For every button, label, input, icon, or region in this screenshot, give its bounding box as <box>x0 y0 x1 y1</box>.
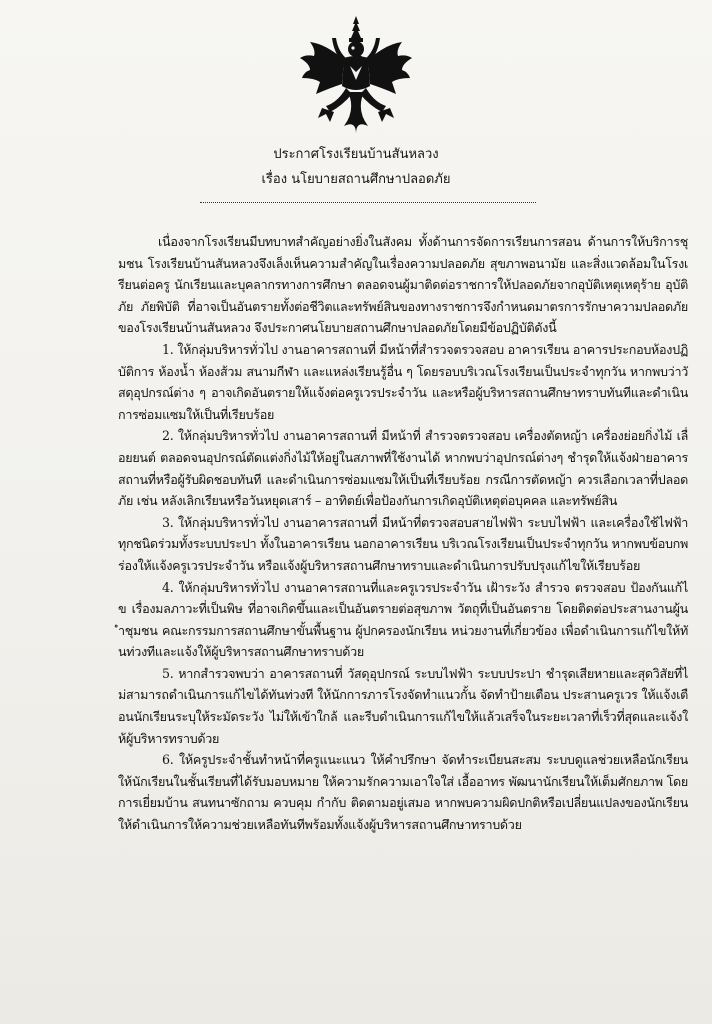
policy-item-2: 2. ให้กลุ่มบริหารทั่วไป งานอาคารสถานที่ มีหน้าที่ สำรวจตรวจสอบ เครื่องตัดหญ้า เครื่องย่อยกิ่งไม้ เลื่อยยนต์ ตลอดจนอุปกรณ์ตัดแต่งกิ่งไม้ให้อยู่ในสภาพที่ใช้งานได้ หากพบว่าอุปกรณ์ต่างๆ ชำรุดให้แจ้งฝ่ายอาคารสถานที่หรือผู้รับผิดชอบทันที และดำเนินการซ่อมแซมให้เป็นที่เรียบร้อย กรณีการตัดหญ้า ควรเลือกเวลาที่ปลอดภัย เช่น หลังเลิกเรียนหรือวันหยุดเสาร์ – อาทิตย์เพื่อป้องกันการเกิดอุบัติเหตุต่อบุคคล และทรัพย์สิน <box>118 428 688 509</box>
policy-item-6: 6. ให้ครูประจำชั้นทำหน้าที่ครูแนะแนว ให้คำปรึกษา จัดทำระเบียนสะสม ระบบดูแลช่วยเหลือนักเรียน ให้นักเรียนในชั้นเรียนที่ได้รับมอบหมาย ให้ความรักความเอาใจใส่ เอื้ออาทร พัฒนานักเรียนให้เต็มศักยภาพ โดยการเยี่ยมบ้าน สนทนาซักถาม ควบคุม กำกับ ติดตามอยู่เสมอ หากพบความผิดปกติหรือเปลี่ยนแปลงของนักเรียน ให้ดำเนินการให้ความช่วยเหลือทันทีพร้อมทั้งแจ้งผู้บริหารสถานศึกษาทราบด้วย <box>118 752 688 833</box>
policy-item-3: 3. ให้กลุ่มบริหารทั่วไป งานอาคารสถานที่ มีหน้าที่ตรวจสอบสายไฟฟ้า ระบบไฟฟ้า และเครื่องใช้ไฟฟ้าทุกชนิดร่วมทั้งระบบประปา ทั้งในอาคารเรียน นอกอาคารเรียน บริเวณโรงเรียนเป็นประจำทุกวัน หากพบข้อบกพร่องให้แจ้งครูเวรประจำวัน หรือแจ้งผู้บริหารสถานศึกษาทราบและดำเนินการปรับปรุงแก้ไขให้เรียบร้อย <box>118 514 688 573</box>
announcement-title: ประกาศโรงเรียนบ้านสันหลวง <box>273 147 439 162</box>
header-divider <box>200 202 536 203</box>
document-body <box>118 231 688 836</box>
garuda-emblem-icon <box>296 14 416 136</box>
document-header <box>0 142 712 192</box>
policy-item-1: 1. ให้กลุ่มบริหารทั่วไป งานอาคารสถานที่ มีหน้าที่สำรวจตรวจสอบ อาคารเรียน อาคารประกอบห้องปฏิบัติการ ห้องน้ำ ห้องส้วม สนามกีฬา และแหล่งเรียนรู้อื่น ๆ โดยรอบบริเวณโรงเรียนเป็นประจำทุกวัน หากพบว่าวัสดุอุปกรณ์ต่าง ๆ อาจเกิดอันตรายให้แจ้งต่อครูเวรประจำวัน และหรือผู้บริหารสถานศึกษาทราบทันทีและดำเนินการซ่อมแซมให้เป็นที่เรียบร้อย <box>118 341 688 422</box>
policy-item-5: 5. หากสำรวจพบว่า อาคารสถานที่ วัสดุอุปกรณ์ ระบบไฟฟ้า ระบบประปา ชำรุดเสียหายและสุดวิสัยที่ไม่สามารถดำเนินการแก้ไขได้ทันท่วงที ให้นักการภารโรงจัดทำแนวกั้น จัดทำป้ายเตือน ประสานครูเวร ให้แจ้งเตือนนักเรียนระบุให้ระมัดระวัง ไม่ให้เข้าใกล้ และรีบดำเนินการแก้ไขให้แล้วเสร็จในระยะเวลาที่เร็วที่สุดและแจ้งให้ผู้บริหารทราบด้วย <box>118 665 688 746</box>
policy-item-4: 4. ให้กลุ่มบริหารทั่วไป งานอาคารสถานที่และครูเวรประจำวัน เฝ้าระวัง สำรวจ ตรวจสอบ ป้องกันแก้ไข เรื่องมลภาวะที่เป็นพิษ ที่อาจเกิดขึ้นและเป็นอันตรายต่อสุขภาพ วัตถุที่เป็นอันตราย โดยติดต่อประสานงานผู้นำชุมชน คณะกรรมการสถานศึกษาขั้นพื้นฐาน ผู้ปกครองนักเรียน หน่วยงานที่เกี่ยวข้อง เพื่อดำเนินการแก้ไขให้ทันท่วงทีและแจ้งให้ผู้บริหารสถานศึกษาทราบด้วย <box>118 579 688 660</box>
intro-paragraph: เนื่องจากโรงเรียนมีบทบาทสำคัญอย่างยิ่งในสังคม ทั้งด้านการจัดการเรียนการสอน ด้านการให้บริการชุมชน โรงเรียนบ้านสันหลวงจึงเล็งเห็นความสำคัญในเรื่องความปลอดภัย สุขภาพอนามัย และสิ่งแวดล้อมในโรงเรียนต่อครู นักเรียนและบุคลากรทางการศึกษา ตลอดจนผู้มาติดต่อราชการให้ปลอดภัยจากอุบัติเหตุเหตุร้าย อุบัติภัย ภัยพิบัติ ที่อาจเป็นอันตรายทั้งต่อชีวิตและทรัพย์สินของทางราชการจึงกำหนดมาตรการรักษาความปลอดภัยของโรงเรียนบ้านสันหลวง จึงประกาศนโยบายสถานศึกษาปลอดภัยโดยมีข้อปฏิบัติดังนี้ <box>118 234 688 336</box>
announcement-subject: เรื่อง นโยบายสถานศึกษาปลอดภัย <box>261 172 451 187</box>
